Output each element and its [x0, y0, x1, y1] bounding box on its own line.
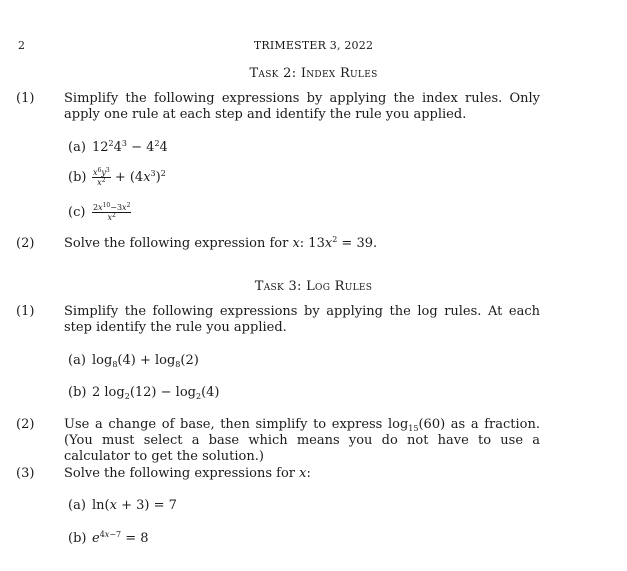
question-text: Solve the following expressions for x: [64, 466, 311, 481]
question-number: (2) [16, 236, 35, 251]
item-label: (a) [68, 498, 86, 513]
item-expression: ln(x + 3) = 7 [92, 498, 177, 513]
task3-q3-item-a [68, 498, 177, 513]
question-text: Simplify the following expressions by applying the index rules. Only apply one rule at each step and identify the rule you applied. [64, 91, 540, 122]
item-label: (a) [68, 353, 86, 368]
task2-q1-item-c [68, 203, 131, 222]
task3-q3-item-b [68, 531, 149, 546]
question-text: Solve the following expression for x: $13x^2 = 39$. [64, 235, 378, 251]
task2-q1-item-a [68, 140, 168, 155]
item-expression: $\frac{x^6y^3}{x^2}$ + $(4x^3)^2$ [93, 167, 166, 187]
item-expression: $\frac{2x^{10}-3x^2}{x^2}$ [93, 202, 131, 222]
item-expression: 2 $\log_2(12) - \log_2(4)$ [92, 385, 220, 401]
question-number: (1) [16, 304, 35, 319]
task2-question-1 [16, 91, 540, 123]
question-text: Simplify the following expressions by applying the log rules. At each step identify the rule you applied. [64, 304, 540, 335]
item-label: (b) [68, 531, 87, 546]
page-number: 2 [18, 39, 25, 52]
item-label: (b) [68, 385, 87, 400]
task3-question-1 [16, 304, 540, 336]
task2-title: Task 2: Index Rules [249, 66, 378, 81]
item-expression: $\log_8(4) + \log_8(2)$ [92, 353, 199, 369]
task3-question-3 [16, 466, 540, 482]
item-label: (c) [68, 205, 86, 220]
task3-q1-item-b [68, 385, 219, 400]
running-header: TRIMESTER 3, 2022 [253, 39, 374, 52]
question-number: (2) [16, 417, 35, 432]
item-expression: $e^{4x-7} = 8$ [92, 530, 149, 546]
question-number: (1) [16, 91, 35, 106]
question-number: (3) [16, 466, 35, 481]
question-text: Use a change of base, then simplify to express $\log_{15}(60)$ as a fraction. (You must select a base which means you do not have to use a calculator to get the solution.) [64, 417, 540, 464]
item-label: (b) [68, 170, 87, 185]
task3-q1-item-a [68, 353, 199, 368]
task3-title: Task 3: Log Rules [254, 279, 373, 294]
task2-question-2 [16, 235, 540, 252]
item-expression: $12^24^3 - 4^24$ [92, 139, 168, 155]
task3-question-2 [16, 417, 540, 465]
item-label: (a) [68, 140, 86, 155]
task2-q1-item-b [68, 168, 166, 187]
